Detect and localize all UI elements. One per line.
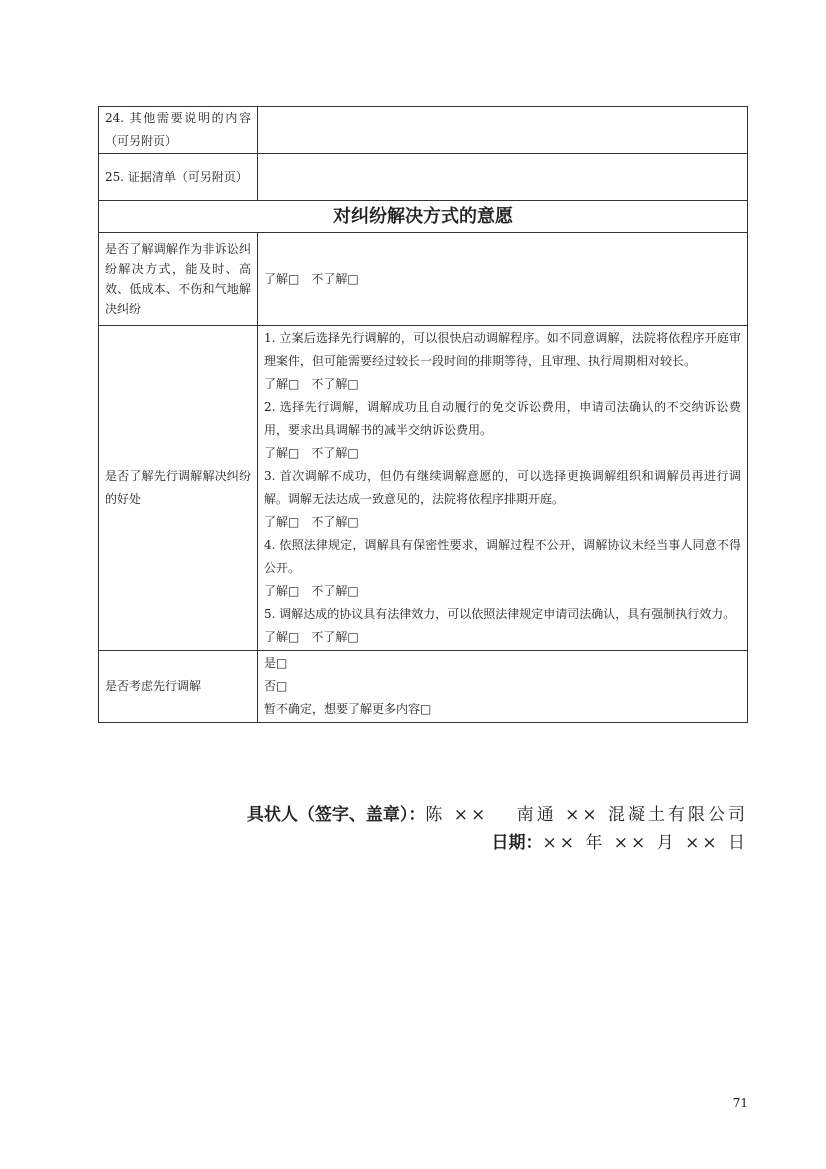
q2-item-text: 2. 选择先行调解，调解成功且自动履行的免交诉讼费用，申请司法确认的不交纳诉讼费用，要求出具调解书的减半交纳诉讼费用。 — [264, 400, 741, 437]
q3-label: 是否考虑先行调解 — [99, 651, 258, 723]
q3-option-undecided[interactable]: 暂不确定，想要了解更多内容□ — [264, 702, 432, 716]
q2-label: 是否了解先行调解解决纠纷的好处 — [99, 326, 258, 651]
q3-option-no[interactable]: 否□ — [264, 679, 288, 693]
table-row — [99, 107, 748, 154]
q3-options — [258, 651, 748, 723]
complaint-form-table — [98, 106, 748, 723]
row25-value[interactable] — [258, 154, 748, 201]
page-number: 71 — [732, 1096, 748, 1110]
table-row — [99, 233, 748, 326]
signer-line — [247, 801, 748, 829]
q2-item-answer[interactable]: 了解□ 不了解□ — [264, 377, 359, 391]
row24-value[interactable] — [258, 107, 748, 154]
q1-answer[interactable]: 了解□ 不了解□ — [258, 233, 748, 326]
row24-label: 24. 其他需要说明的内容（可另附页） — [99, 107, 258, 154]
q3-option-yes[interactable]: 是□ — [264, 656, 288, 670]
q2-item-answer[interactable]: 了解□ 不了解□ — [264, 584, 359, 598]
date-value: ×× 年 ×× 月 ×× 日 — [542, 833, 748, 853]
table-row — [99, 651, 748, 723]
q2-item-text: 3. 首次调解不成功，但仍有继续调解意愿的，可以选择更换调解组织和调解员再进行调解。调解无法达成一致意见的，法院将依程序排期开庭。 — [264, 469, 741, 506]
q1-label: 是否了解调解作为非诉讼纠纷解决方式，能及时、高效、低成本、不伤和气地解决纠纷 — [99, 233, 258, 326]
q2-item-text: 1. 立案后选择先行调解的，可以很快启动调解程序。如不同意调解，法院将依程序开庭审理案件，但可能需要经过较长一段时间的排期等待，且审理、执行周期相对较长。 — [264, 331, 741, 368]
section-header-row — [99, 201, 748, 233]
q2-item-answer[interactable]: 了解□ 不了解□ — [264, 446, 359, 460]
date-label: 日期： — [491, 833, 543, 853]
signature-block — [247, 801, 748, 857]
q2-item-text: 4. 依照法律规定，调解具有保密性要求，调解过程不公开，调解协议未经当事人同意不得公开。 — [264, 538, 741, 575]
signer-label: 具状人（签字、盖章）： — [246, 805, 426, 825]
q2-items — [258, 326, 748, 651]
table-row — [99, 154, 748, 201]
q2-item-answer[interactable]: 了解□ 不了解□ — [264, 515, 359, 529]
section-title: 对纠纷解决方式的意愿 — [99, 201, 748, 233]
row25-label: 25. 证据清单（可另附页） — [99, 154, 258, 201]
date-line — [247, 829, 748, 857]
q2-item-answer[interactable]: 了解□ 不了解□ — [264, 630, 359, 644]
q2-item-text: 5. 调解达成的协议具有法律效力，可以依照法律规定申请司法确认，具有强制执行效力。 — [264, 607, 736, 621]
signer-value: 陈 ×× 南通 ×× 混凝土有限公司 — [425, 805, 748, 825]
table-row — [99, 326, 748, 651]
